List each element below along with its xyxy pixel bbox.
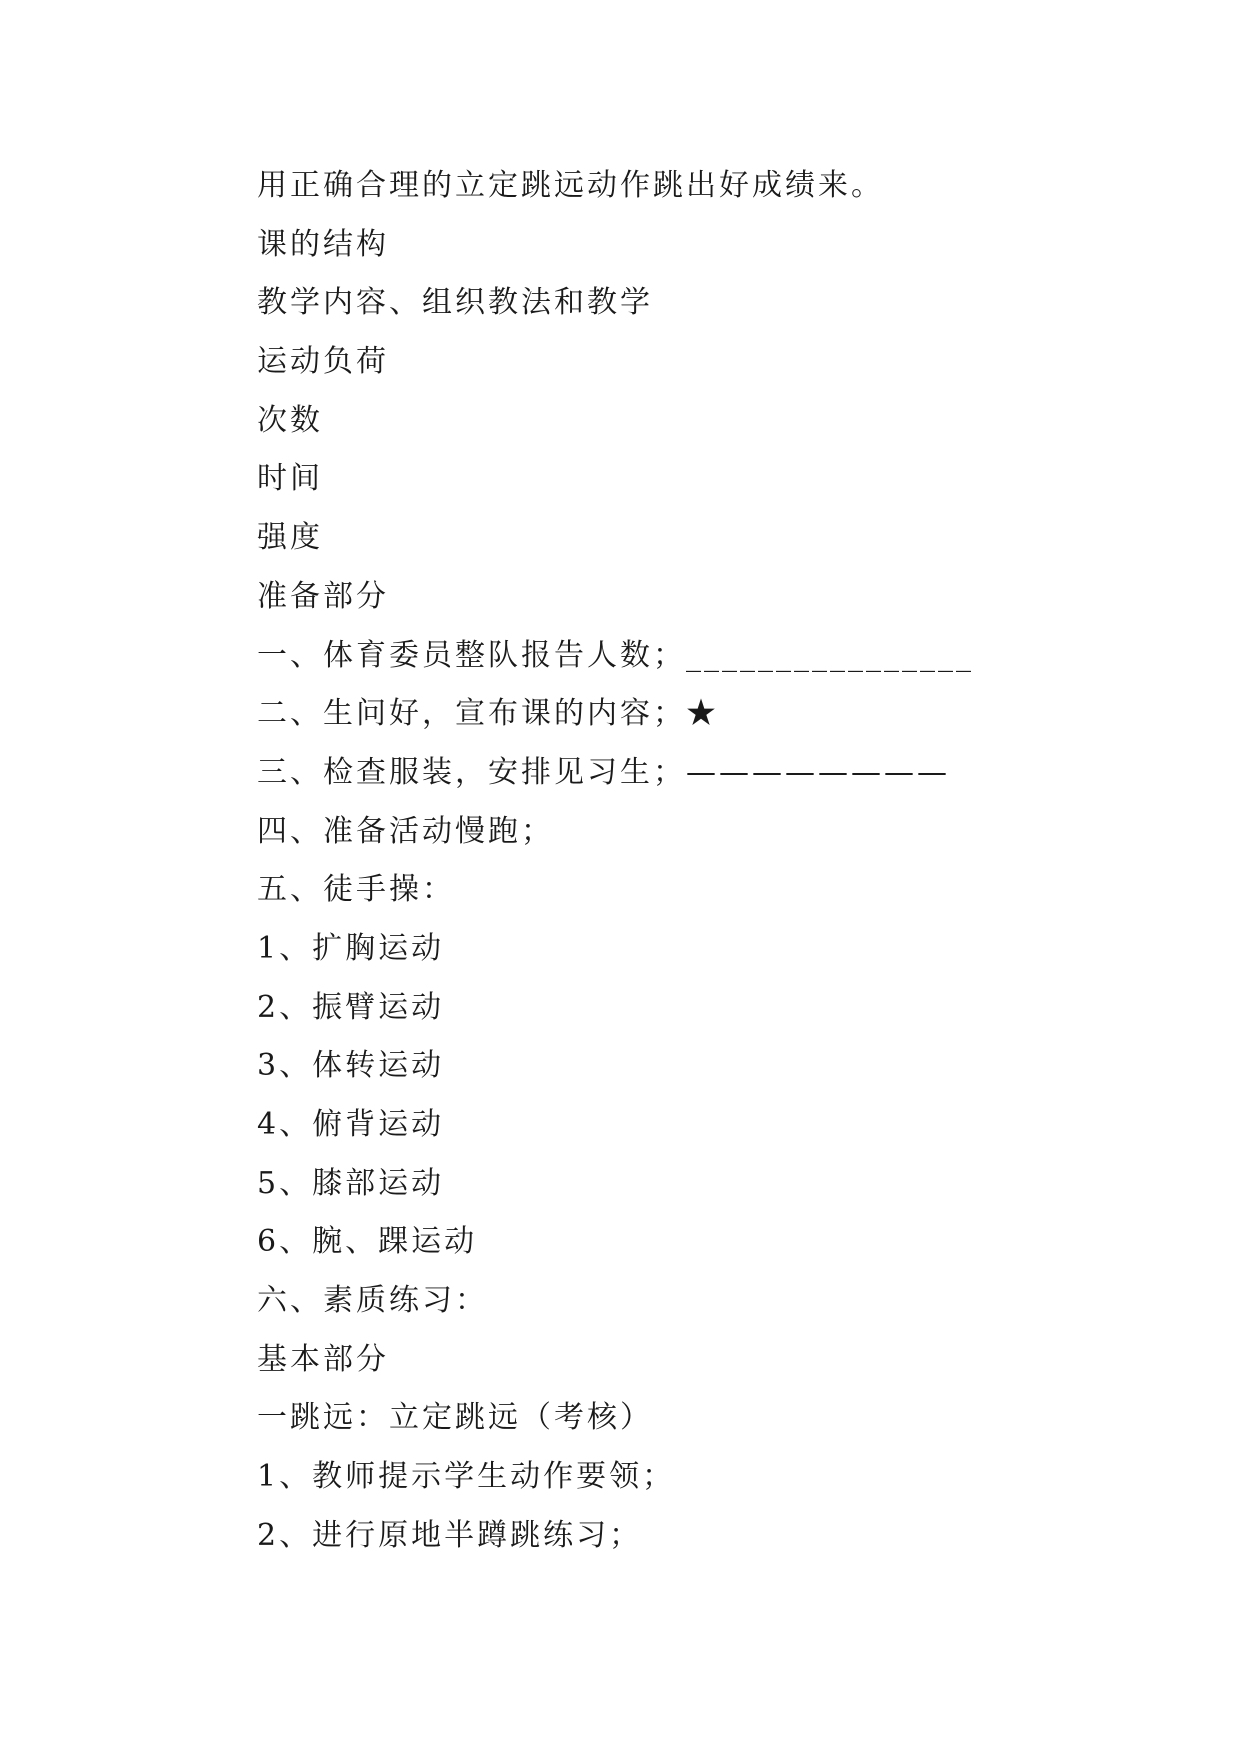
- list-item: 3、体转运动: [257, 1048, 445, 1084]
- step-line: 五、徒手操：: [257, 872, 455, 908]
- list-item: 2、振臂运动: [257, 989, 445, 1025]
- column-time: 时间: [257, 461, 323, 497]
- column-intensity: 强度: [257, 520, 323, 556]
- column-repetitions: 次数: [257, 402, 323, 438]
- step-line: 三、检查服装，安排见习生；————————: [257, 754, 950, 790]
- heading-preparation-part: 准备部分: [257, 578, 389, 614]
- list-item: 2、进行原地半蹲跳练习；: [257, 1517, 643, 1553]
- step-line: 二、生问好，宣布课的内容；★: [257, 696, 719, 732]
- intro-sentence: 用正确合理的立定跳远动作跳出好成绩来。: [257, 168, 884, 203]
- heading-basic-part: 基本部分: [257, 1341, 389, 1377]
- heading-lesson-structure: 课的结构: [257, 226, 389, 262]
- step-line: 六、素质练习：: [257, 1283, 488, 1319]
- step-line: 一、体育委员整队报告人数；________________: [257, 637, 974, 673]
- step-line: 四、准备活动慢跑；: [257, 813, 554, 849]
- list-item: 6、腕、踝运动: [257, 1224, 478, 1260]
- column-teaching-content: 教学内容、组织教法和教学: [257, 285, 653, 321]
- document-body: [257, 157, 1157, 1566]
- column-exercise-load: 运动负荷: [257, 344, 389, 380]
- list-item: 4、俯背运动: [257, 1107, 445, 1142]
- list-item: 1、教师提示学生动作要领；: [257, 1459, 676, 1495]
- section-long-jump: 一跳远：立定跳远（考核）: [257, 1400, 653, 1436]
- list-item: 5、膝部运动: [257, 1165, 445, 1201]
- list-item: 1、扩胸运动: [257, 930, 445, 966]
